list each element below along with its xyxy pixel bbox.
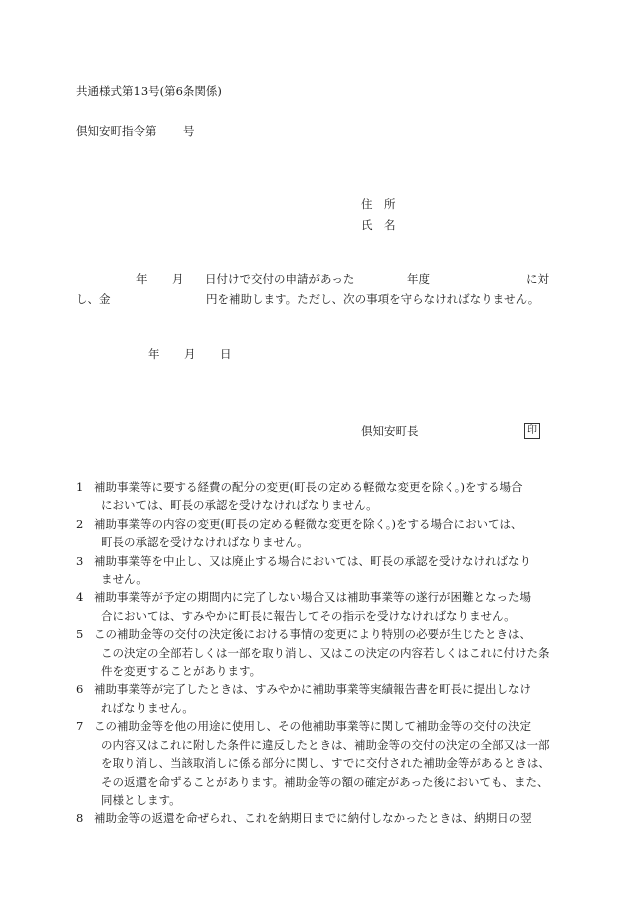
condition-text: この補助金等を他の用途に使用し、その他補助事業等に関して補助金等の交付の決定	[94, 719, 531, 734]
doc-number-suffix: 号	[183, 124, 195, 138]
condition-item	[76, 809, 556, 827]
condition-text: 補助事業等が完了したときは、すみやかに補助事業等実績報告書を町長に提出しなけ	[94, 682, 531, 697]
body-fiscal-year-label: 年度	[407, 272, 430, 286]
condition-text: 補助事業等が予定の期間内に完了しない場合又は補助事業等の遂行が困難となった場	[94, 590, 531, 605]
condition-text: の内容又はこれに附した条件に違反したときは、補助金等の交付の決定の全部又は一部	[101, 737, 550, 752]
address-label: 住 所	[361, 197, 396, 211]
condition-number: 5	[76, 627, 84, 642]
condition-text: その返還を命ずることがあります。補助金等の額の確定があった後においても、また、	[101, 774, 549, 789]
form-title: 共通様式第13号(第6条関係)	[76, 84, 222, 98]
doc-number-prefix: 倶知安町指令第	[76, 124, 157, 138]
condition-text: この補助金等の交付の決定後における事情の変更により特別の必要が生じたときは、	[94, 627, 531, 642]
seal-mark: 印	[524, 423, 540, 439]
condition-text: 件を変更することがあります。	[101, 664, 262, 679]
condition-item	[76, 515, 556, 552]
body-line2-start: し、金	[76, 292, 111, 306]
condition-item	[76, 625, 556, 680]
condition-item	[76, 680, 556, 717]
condition-text: 合においては、すみやかに町長に報告してその指示を受けなければなりません。	[101, 608, 516, 623]
body-month-label: 月	[172, 272, 184, 286]
issuer-name: 倶知安町長	[361, 424, 419, 438]
issue-day-label: 日	[220, 347, 232, 361]
condition-number: 4	[76, 590, 84, 605]
condition-text: ればなりません。	[101, 700, 194, 715]
body-line1-end: に対	[526, 272, 549, 286]
condition-number: 2	[76, 516, 84, 531]
condition-item	[76, 588, 556, 625]
condition-text: 補助事業等の内容の変更(町長の定める軽微な変更を除く。)をする場合においては、	[94, 516, 523, 531]
condition-number: 1	[76, 480, 84, 494]
condition-text: 補助事業等を中止し、又は廃止する場合においては、町長の承認を受けなければなり	[94, 553, 531, 568]
condition-item	[76, 717, 556, 809]
name-label: 氏 名	[361, 218, 396, 232]
condition-number: 8	[76, 811, 84, 826]
condition-text: ません。	[101, 572, 148, 587]
condition-text: 同様とします。	[101, 792, 181, 807]
condition-number: 7	[76, 719, 84, 734]
condition-number: 6	[76, 682, 84, 697]
body-date-phrase: 日付けで交付の申請があった	[205, 272, 355, 286]
body-line2-end: 円を補助します。ただし、次の事項を守らなければなりません。	[206, 292, 540, 306]
condition-text: においては、町長の承認を受けなければなりません。	[101, 498, 378, 513]
body-year-label: 年	[136, 272, 148, 286]
conditions-list	[76, 478, 556, 828]
condition-text: この決定の全部若しくは一部を取り消し、又はこの決定の内容若しくはこれに付けた条	[101, 645, 550, 660]
condition-item	[76, 478, 556, 515]
condition-text: 町長の承認を受けなければなりません。	[101, 535, 309, 550]
issue-year-label: 年	[148, 347, 160, 361]
issue-month-label: 月	[184, 347, 196, 361]
condition-text: 補助事業等に要する経費の配分の変更(町長の定める軽微な変更を除く。)をする場合	[94, 480, 523, 494]
condition-text: 補助金等の返還を命ぜられ、これを納期日までに納付しなかったときは、納期日の翌	[94, 811, 532, 826]
condition-number: 3	[76, 553, 84, 568]
condition-text: を取り消し、当該取消しに係る部分に関し、すでに交付された補助金等があるときは、	[101, 756, 550, 771]
condition-item	[76, 552, 556, 589]
